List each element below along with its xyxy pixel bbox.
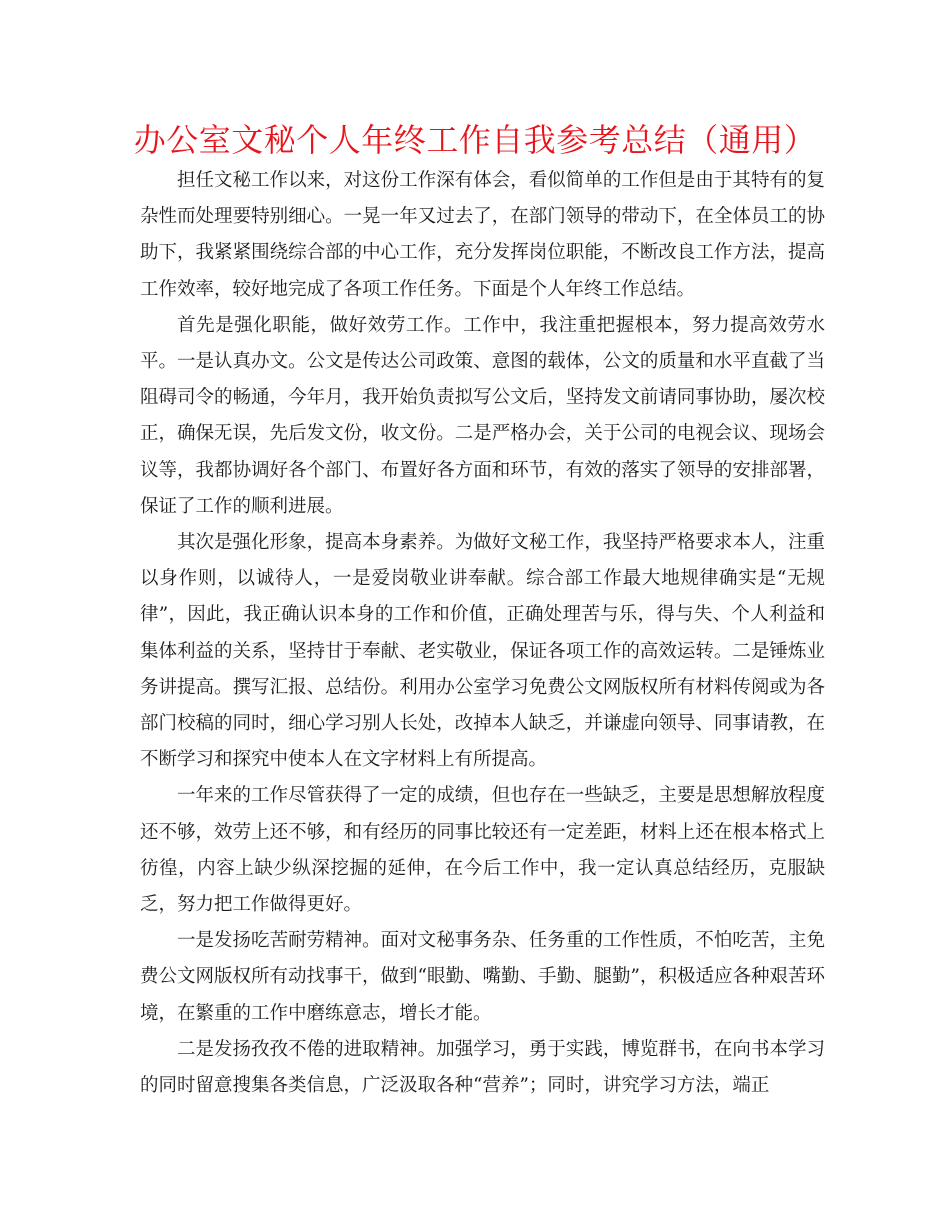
document-body: [140, 163, 825, 1104]
paragraph-hardwork: 一是发扬吃苦耐劳精神。面对文秘事务杂、任务重的工作性质，不怕吃苦，主免费公文网版权所有动找事干，做到“眼勤、嘴勤、手勤、腿勤”，积极适应各种艰苦环境，在繁重的工作中磨练意志，增长才能。: [140, 930, 825, 1024]
paragraph-image: 其次是强化形象，提高本身素养。为做好文秘工作，我坚持严格要求本人，注重以身作则，以诚待人，一是爱岗敬业讲奉献。综合部工作最大地规律确实是“无规律”，因此，我正确认识本身的工作和价值，正确处理苦与乐，得与失、个人利益和集体利益的关系，坚持甘于奉献、老实敬业，保证各项工作的高效运转。二是锤炼业务讲提高。撰写汇报、总结份。利用办公室学习免费公文网版权所有材料传阅或为各部门校稿的同时，细心学习别人长处，改掉本人缺乏，并谦虚向领导、同事请教，在不断学习和探究中使本人在文字材料上有所提高。: [140, 532, 825, 771]
document-title: 办公室文秘个人年终工作自我参考总结（通用）: [133, 121, 817, 159]
paragraph-service: 首先是强化职能，做好效劳工作。工作中，我注重把握根本，努力提高效劳水平。一是认真办文。公文是传达公司政策、意图的载体，公文的质量和水平直截了当阻碍司令的畅通，今年月，我开始负责拟写公文后，坚持发文前请同事协助，屡次校正，确保无误，先后发文份，收文份。二是严格办会，关于公司的电视会议、现场会议等，我都协调好各个部门、布置好各方面和环节，有效的落实了领导的安排部署，保证了工作的顺利进展。: [140, 314, 825, 517]
paragraph-shortcomings: 一年来的工作尽管获得了一定的成绩，但也存在一些缺乏，主要是思想解放程度还不够，效劳上还不够，和有经历的同事比较还有一定差距，材料上还在根本格式上彷徨，内容上缺少纵深挖掘的延伸，在今后工作中，我一定认真总结经历，克服缺乏，努力把工作做得更好。: [140, 785, 825, 916]
paragraph-intro: 担任文秘工作以来，对这份工作深有体会，看似简单的工作但是由于其特有的复杂性而处理要特别细心。一晃一年又过去了，在部门领导的带动下，在全体员工的协助下，我紧紧围绕综合部的中心工作，充分发挥岗位职能，不断改良工作方法，提高工作效率，较好地完成了各项工作任务。下面是个人年终工作总结。: [140, 170, 825, 300]
paragraph-progress: 二是发扬孜孜不倦的进取精神。加强学习，勇于实践，博览群书，在向书本学习的同时留意搜集各类信息，广泛汲取各种“营养”；同时，讲究学习方法，端正: [140, 1038, 825, 1097]
